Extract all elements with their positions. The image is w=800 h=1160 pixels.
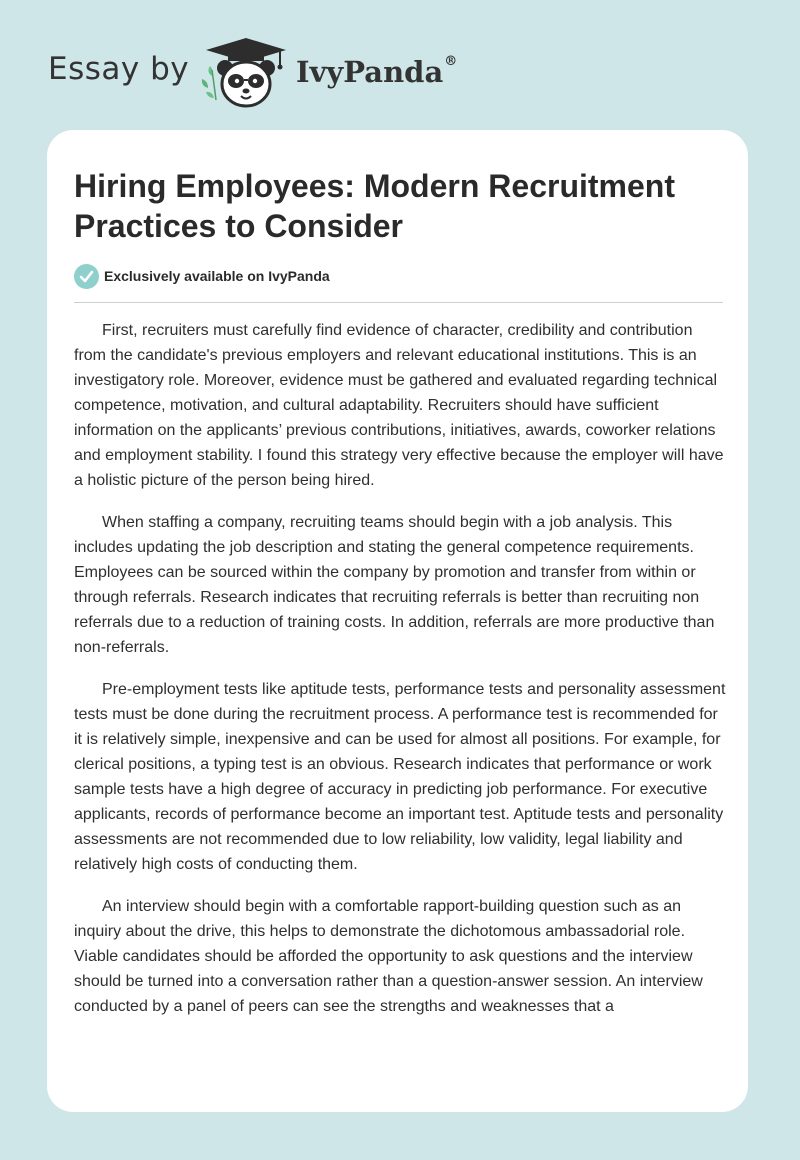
essay-body [74,318,728,1036]
paragraph: When staffing a company, recruiting teams should begin with a job analysis. This includes updating the job description and stating the general competence requirements. Employees can be sourced within the company by promotion and transfer from within or through referrals. Research indicates that recruiting referrals is better than recruiting non referrals due to a reduction of training costs. In addition, referrals are more productive than non-referrals. [74,514,715,656]
paragraph: First, recruiters must carefully find evidence of character, credibility and contribution from the candidate's previous employers and relevant educational institutions. This is an investigatory role. Moreover, evidence must be gathered and evaluated regarding technical competence, motivation, and cultural adaptability. Recruiters should have sufficient information on the applicants’ previous contributions, initiatives, awards, coworker relations and employment stability. I found this strategy very effective because the employer will have a holistic picture of the person being hired. [74,322,724,489]
essay-card [47,130,748,1112]
registered-mark: ® [444,54,458,70]
check-icon [74,264,99,289]
site-header [0,0,800,125]
panda-graduate-icon[interactable] [200,36,292,110]
divider [74,302,723,303]
page-title: Hiring Employees: Modern Recruitment Practices to Consider [74,168,675,244]
badge-text: Exclusively available on IvyPanda [104,268,330,284]
paragraph: An interview should begin with a comfortable rapport-building question such as an inquiry about the drive, this helps to demonstrate the dichotomous ambassadorial role. Viable candidates should be afforded the opportunity to ask questions and the interview should be turned into a conversation rather than a question-answer session. An interview conducted by a panel of peers can see the strengths and weaknesses that a [74,898,703,1015]
brand-name[interactable]: IvyPanda® [296,54,458,89]
exclusive-badge [74,263,330,289]
essay-by-label: Essay by [48,51,190,87]
paragraph: Pre-employment tests like aptitude tests, performance tests and personality assessment tests must be done during the recruitment process. A performance test is recommended for it is relatively simple, inexpensive and can be used for almost all positions. For example, for clerical positions, a typing test is an obvious. Research indicates that performance or work sample tests have a high degree of accuracy in predicting job performance. For executive applicants, records of performance become an important test. Aptitude tests and personality assessments are not recommended due to low reliability, low validity, legal liability and relatively high costs of conducting them. [74,681,726,873]
